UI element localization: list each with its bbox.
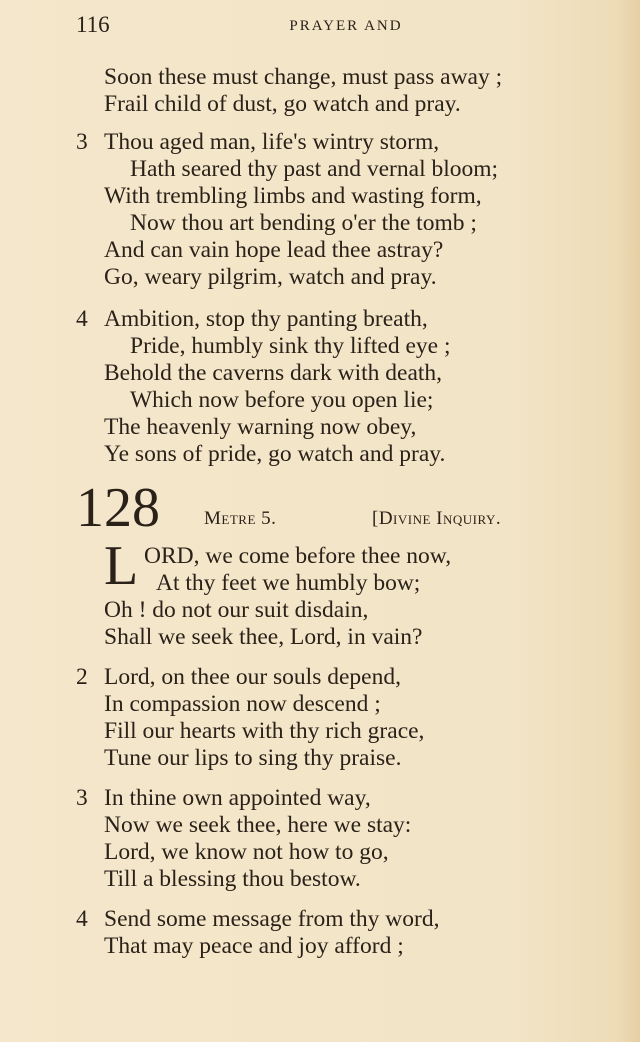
verse-line: ORD, we come before thee now, xyxy=(144,543,452,569)
verse-line: Now thou art bending o'er the tomb ; xyxy=(130,210,477,236)
verse-number: 4 xyxy=(76,306,88,332)
verse-line: In compassion now descend ; xyxy=(104,691,381,717)
hymn-tune: [Divine Inquiry. xyxy=(372,508,502,529)
verse-line: Now we seek thee, here we stay: xyxy=(104,812,412,838)
verse-line: Thou aged man, life's wintry storm, xyxy=(104,129,440,155)
hymn-metre: Metre 5. xyxy=(204,508,277,529)
verse-line: Lord, on thee our souls depend, xyxy=(104,664,401,690)
verse-line: Fill our hearts with thy rich grace, xyxy=(104,718,425,744)
verse-number: 3 xyxy=(76,785,88,811)
verse-line: Go, weary pilgrim, watch and pray. xyxy=(104,264,437,290)
verse-line: In thine own appointed way, xyxy=(104,785,371,811)
hymn-number: 128 xyxy=(76,477,160,539)
verse-line: At thy feet we humbly bow; xyxy=(156,570,421,596)
verse-line: Pride, humbly sink thy lifted eye ; xyxy=(130,333,451,359)
running-title: PRAYER AND xyxy=(289,18,403,34)
verse-line: Ambition, stop thy panting breath, xyxy=(104,306,428,332)
verse-line: Hath seared thy past and vernal bloom; xyxy=(130,156,499,182)
running-header xyxy=(76,12,616,40)
verse-number: 3 xyxy=(76,129,88,155)
verse-line: Which now before you open lie; xyxy=(130,387,434,413)
verse-line: Ye sons of pride, go watch and pray. xyxy=(104,441,446,467)
verse-line: Shall we seek thee, Lord, in vain? xyxy=(104,624,423,650)
verse-number: 4 xyxy=(76,906,88,932)
page-number: 116 xyxy=(76,12,110,37)
verse-line: Behold the caverns dark with death, xyxy=(104,360,443,386)
verse-number: 2 xyxy=(76,664,88,690)
verse-line: Soon these must change, must pass away ; xyxy=(104,64,503,90)
drop-cap: L xyxy=(104,535,139,597)
verse-line: Send some message from thy word, xyxy=(104,906,440,932)
verse-line: Tune our lips to sing thy praise. xyxy=(104,745,402,771)
verse-line: With trembling limbs and wasting form, xyxy=(104,183,482,209)
verse-line: Lord, we know not how to go, xyxy=(104,839,389,865)
verse-line: Till a blessing thou bestow. xyxy=(104,866,361,892)
verse-line: The heavenly warning now obey, xyxy=(104,414,417,440)
verse-line: That may peace and joy afford ; xyxy=(104,933,404,959)
verse-line: Frail child of dust, go watch and pray. xyxy=(104,91,461,117)
verse-line: Oh ! do not our suit disdain, xyxy=(104,597,369,623)
verse-line: And can vain hope lead thee astray? xyxy=(104,237,444,263)
